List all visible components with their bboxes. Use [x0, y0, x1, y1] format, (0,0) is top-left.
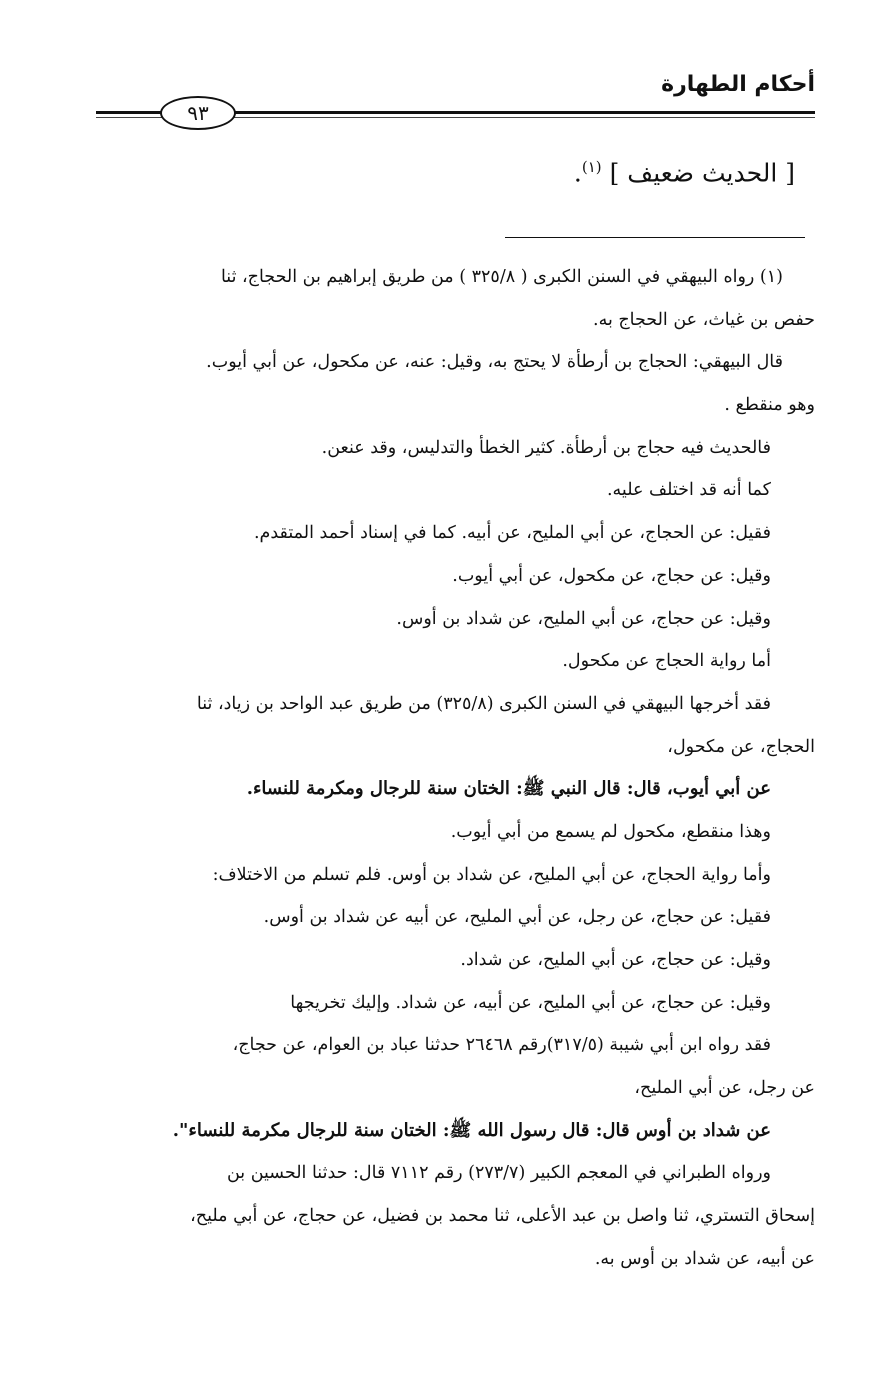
footnote-line: كما أنه قد اختلف عليه. [606, 480, 771, 501]
footnote-line: قال البيهقي: الحجاج بن أرطأة لا يحتج به، وقيل: عنه، عن مكحول، عن أبي أيوب. [206, 352, 783, 373]
footnote-line: حفص بن غياث، عن الحجاج به. [593, 309, 815, 330]
main-text [574, 158, 795, 187]
footnote-line: أما رواية الحجاج عن مكحول. [562, 651, 771, 672]
footnote-line: عن أبيه، عن شداد بن أوس به. [594, 1248, 815, 1269]
footnote-line: ورواه الطبراني في المعجم الكبير (٢٧٣/٧) رقم ٧١١٢ قال: حدثنا الحسين بن [226, 1163, 771, 1184]
footnotes [82, 256, 815, 1281]
footnote-line: وقيل: عن حجاج، عن أبي المليح، عن شداد بن أوس. [396, 608, 771, 629]
footnote-line: فقيل: عن حجاج، عن رجل، عن أبي المليح، عن أبيه عن شداد بن أوس. [263, 907, 771, 928]
footnote-line: فالحديث فيه حجاج بن أرطأة. كثير الخطأ والتدليس، وقد عنعن. [321, 437, 771, 458]
main-text-end: . [573, 158, 582, 188]
footnote-line: (١) رواه البيهقي في السنن الكبرى ( ٣٢٥/٨ ) من طريق إبراهيم بن الحجاج، ثنا [220, 267, 783, 287]
footnote-separator [505, 237, 805, 238]
footnote-line: عن شداد بن أوس قال: قال رسول الله ﷺ: الختان سنة للرجال مكرمة للنساء". [172, 1119, 771, 1141]
main-text-body: [ الحديث ضعيف ] [609, 158, 795, 188]
page-number: ٩٣ [160, 96, 236, 130]
footnote-line: وقيل: عن حجاج، عن مكحول، عن أبي أيوب. [452, 565, 771, 586]
footnote-line: عن رجل، عن أبي المليح، [634, 1078, 815, 1099]
footnote-line: الحجاج، عن مكحول، [667, 736, 815, 757]
footnote-line: فقد رواه ابن أبي شيبة (٣١٧/٥)رقم ٢٦٤٦٨ حدثنا عباد بن العوام، عن حجاج، [232, 1035, 771, 1056]
running-title: أحكام الطهارة [661, 72, 815, 97]
footnote-line: فقد أخرجها البيهقي في السنن الكبرى (٣٢٥/٨) من طريق عبد الواحد بن زياد، ثنا [196, 693, 771, 714]
footnote-marker: (١) [581, 158, 602, 176]
footnote-line: وهو منقطع . [724, 395, 815, 416]
footnote-line: إسحاق التستري، ثنا واصل بن عبد الأعلى، ثنا محمد بن فضيل، عن حجاج، عن أبي مليح، [190, 1206, 815, 1227]
footnote-line: وقيل: عن حجاج، عن أبي المليح، عن شداد. [460, 950, 771, 970]
footnote-line: وقيل: عن حجاج، عن أبي المليح، عن أبيه، عن شداد. وإليك تخريجها [290, 992, 771, 1013]
footnote-line: وأما رواية الحجاج، عن أبي المليح، عن شداد بن أوس. فلم تسلم من الاختلاف: [212, 864, 771, 885]
footnote-line: فقيل: عن الحجاج، عن أبي المليح، عن أبيه. كما في إسناد أحمد المتقدم. [253, 523, 771, 544]
footnote-line: وهذا منقطع، مكحول لم يسمع من أبي أيوب. [450, 821, 771, 842]
footnote-line: عن أبي أيوب، قال: قال النبي ﷺ: الختان سنة للرجال ومكرمة للنساء. [246, 778, 771, 800]
